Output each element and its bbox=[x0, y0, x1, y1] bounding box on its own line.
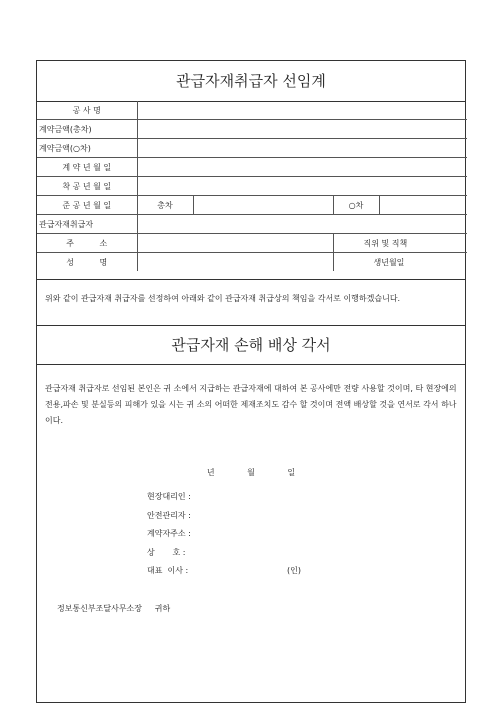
contract-amount-total-label: 계약금액(총차) bbox=[37, 120, 137, 139]
contract-date-value[interactable] bbox=[137, 158, 467, 177]
signer-label: 계약자주소 : bbox=[147, 529, 191, 538]
pledge-date-line: 년 월 일 bbox=[206, 468, 296, 477]
signer-site-agent bbox=[147, 491, 207, 510]
table-row bbox=[37, 101, 467, 120]
table-row bbox=[37, 234, 467, 253]
signer-company-name bbox=[147, 547, 207, 566]
address-value[interactable] bbox=[137, 234, 333, 253]
completion-nth-value[interactable] bbox=[379, 196, 467, 215]
signer-label: 현장대리인 : bbox=[147, 492, 191, 501]
address-label: 주 소 bbox=[37, 234, 137, 253]
name-label: 성 명 bbox=[37, 253, 137, 272]
start-date-value[interactable] bbox=[137, 177, 467, 196]
start-date-label: 착 공 년 월 일 bbox=[37, 177, 137, 196]
project-name-label: 공 사 명 bbox=[37, 101, 137, 120]
project-name-value[interactable] bbox=[137, 101, 467, 120]
handler-label: 관급자재취급자 bbox=[37, 215, 137, 234]
pledge-title: 관급자재 손해 배상 각서 bbox=[37, 325, 465, 365]
table-row bbox=[37, 158, 467, 177]
position-label: 직위 및 직책 bbox=[333, 234, 467, 253]
table-row bbox=[37, 120, 467, 139]
signer-safety-manager bbox=[147, 510, 207, 529]
appointment-statement: 위와 같이 관급자재 취급자를 선정하여 아래와 같이 관급자재 취급상의 책임을 각서로 이행하겠습니다. bbox=[37, 279, 465, 325]
table-row bbox=[37, 177, 467, 196]
table-row bbox=[37, 139, 467, 158]
completion-total-value[interactable] bbox=[193, 196, 333, 215]
completion-date-label: 준 공 년 월 일 bbox=[37, 196, 137, 215]
signer-list bbox=[147, 491, 301, 584]
appointment-title: 관급자재취급자 선임계 bbox=[37, 61, 465, 102]
birth-date-label: 생년월일 bbox=[333, 253, 467, 272]
signer-ceo bbox=[147, 565, 301, 584]
signer-label: 대표 이사 : bbox=[147, 566, 189, 575]
contract-amount-nth-label: 계약금액(○차) bbox=[37, 139, 137, 158]
form-frame bbox=[36, 60, 466, 703]
contract-date-label: 계 약 년 월 일 bbox=[37, 158, 137, 177]
contract-amount-nth-value[interactable] bbox=[137, 139, 467, 158]
table-row bbox=[37, 253, 467, 272]
handler-value[interactable] bbox=[137, 215, 467, 234]
name-value[interactable] bbox=[137, 253, 333, 272]
appointment-table bbox=[37, 101, 467, 271]
signer-label: 안전관리자 : bbox=[147, 510, 191, 520]
completion-total-label: 총차 bbox=[137, 196, 193, 215]
completion-nth-label: ○차 bbox=[333, 196, 379, 215]
table-row bbox=[37, 196, 467, 215]
contract-amount-total-value[interactable] bbox=[137, 120, 467, 139]
table-row bbox=[37, 215, 467, 234]
signer-contractor-address bbox=[147, 528, 207, 547]
pledge-body: 관급자재 취급자로 선임된 본인은 귀 소에서 지급하는 관급자재에 대하여 본 공사에만 전량 사용할 것이며, 타 현장에의 전용,파손 및 분실등의 피해가 있을 시는 귀 소의 어떠한 제재조치도 감수 할 것이며 전액 배상할 것을 연서로 각서 하나이다. bbox=[45, 384, 457, 425]
recipient: 정보통신부조달사무소장 귀하 bbox=[57, 604, 171, 613]
seal-mark: (인) bbox=[287, 566, 301, 575]
signer-label: 상 호 : bbox=[147, 547, 186, 557]
